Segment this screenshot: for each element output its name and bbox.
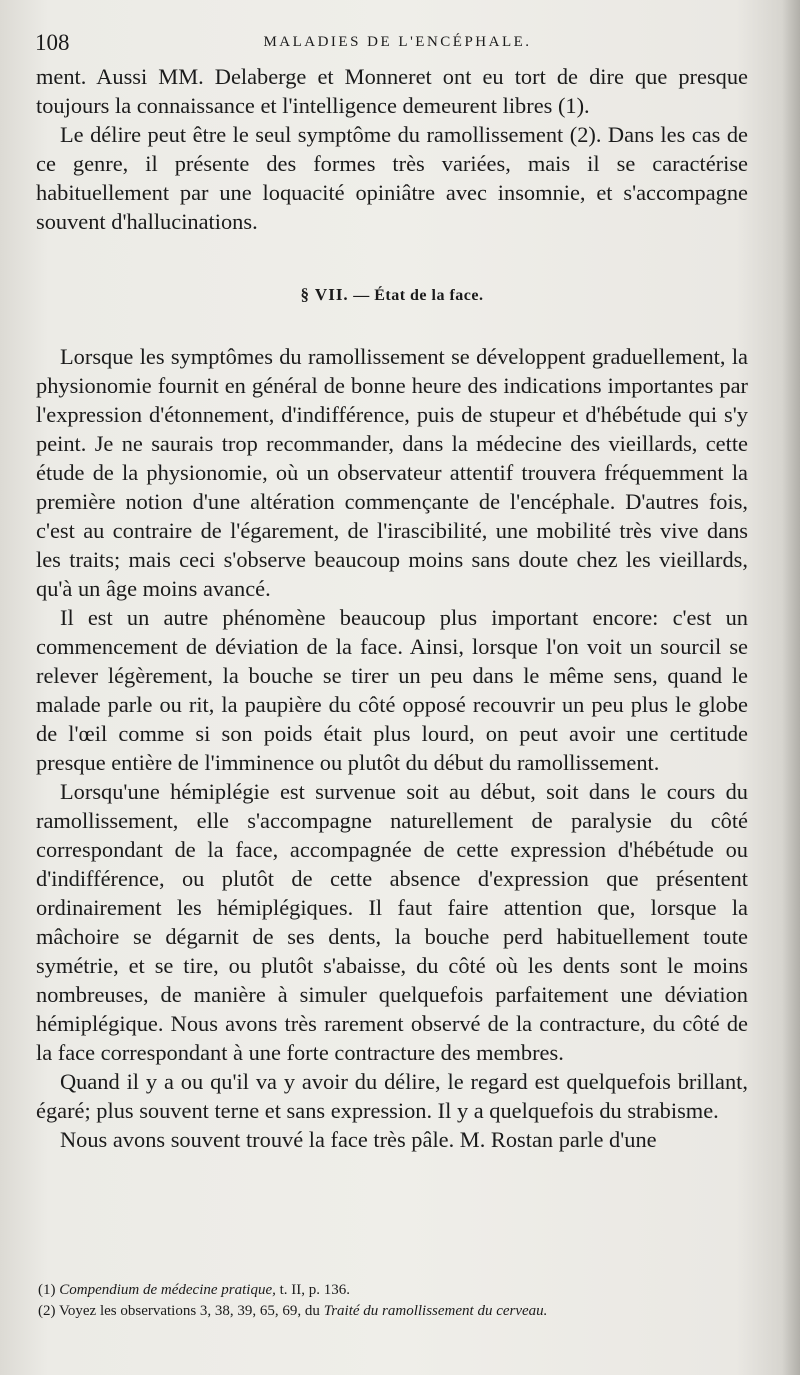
page-edge-shadow [782, 0, 800, 1375]
paragraph-face-pale: Nous avons souvent trouvé la face très pâle. M. Rostan parle d'une [60, 1127, 657, 1152]
running-title: MALADIES DE L'ENCÉPHALE. [263, 34, 532, 50]
section-number: § VII. [300, 285, 349, 304]
footnote-1-ref: t. II, p. 136. [275, 1282, 351, 1298]
paragraph-physionomie: Lorsque les symptômes du ramollissement se développent graduellement, la physionomie fournit en général de bonne heure des indications importantes par l'expression d'étonnement, d'indifférence, puis de stupeur et d'hébétude qui s'y peint. Je ne saurais trop recommander, dans la médecine des vieillards, cette étude de la physionomie, où un observateur attentif trouvera fréquemment la première notion d'une altération commençante de l'encéphale. D'autres fois, c'est au contraire de l'égarement, de l'irascibilité, une mobilité très vive dans les traits; mais ceci s'observe beaucoup moins sans doute chez les vieillards, qu'à un âge moins avancé. [36, 344, 748, 601]
paragraph-continuation: ment. Aussi MM. Delaberge et Monneret ont eu tort de dire que presque toujours la connaissance et l'intelligence demeurent libres (1). [36, 64, 748, 118]
footnote-2-marker: (2) [38, 1303, 56, 1319]
page-header [35, 30, 760, 58]
section-title: État de la face. [374, 287, 484, 304]
footnote-2-text: Voyez les observations 3, 38, 39, 65, 69, du [55, 1303, 324, 1319]
paragraph-hemiplegie: Lorsqu'une hémiplégie est survenue soit au début, soit dans le cours du ramollissement, elle s'accompagne naturellement de paralysie du côté correspondant de la face, accompagnée de cette expression d'hébétude ou d'indifférence, ou plutôt de cette absence d'expression que présentent ordinairement les hémiplégiques. Il faut faire attention que, lorsque la mâchoire se dégarnit de ses dents, la bouche perd habituellement toute symétrie, et se tire, ou plutôt s'abaisse, du côté où les dents sont le moins nombreuses, de manière à simuler quelquefois parfaitement une déviation hémiplégique. Nous avons très rarement observé de la contracture, du côté de la face correspondant à une forte contracture des membres. [36, 779, 748, 1065]
page-number: 108 [35, 30, 70, 55]
paragraph-deviation: Il est un autre phénomène beaucoup plus important encore: c'est un commencement de déviation de la face. Ainsi, lorsque l'on voit un sourcil se relever légèrement, la bouche se tirer un peu dans le même sens, quand le malade parle ou rit, la paupière du côté opposé recouvrir un peu plus le globe de l'œil comme si son poids était plus lourd, on peut avoir une certitude presque entière de l'imminence ou plutôt du début du ramollissement. [36, 605, 748, 775]
footnote-2 [38, 1301, 750, 1322]
section-dash: — [353, 287, 370, 304]
body-text [36, 62, 748, 1154]
footnotes [38, 1280, 750, 1322]
footnote-1-title: Compendium de médecine pratique, [59, 1282, 276, 1298]
section-heading [36, 280, 748, 310]
footnote-1-marker: (1) [38, 1282, 56, 1298]
footnote-1 [38, 1280, 750, 1301]
paragraph-delire: Le délire peut être le seul symptôme du ramollissement (2). Dans les cas de ce genre, il présente des formes très variées, mais il se caractérise habituellement par une loquacité opiniâtre avec insomnie, et s'accompagne souvent d'hallucinations. [36, 122, 748, 234]
paragraph-regard: Quand il y a ou qu'il va y avoir du délire, le regard est quelquefois brillant, égaré; plus souvent terne et sans expression. Il y a quelquefois du strabisme. [36, 1069, 748, 1123]
footnote-2-title: Traité du ramollissement du cerveau. [323, 1303, 548, 1319]
